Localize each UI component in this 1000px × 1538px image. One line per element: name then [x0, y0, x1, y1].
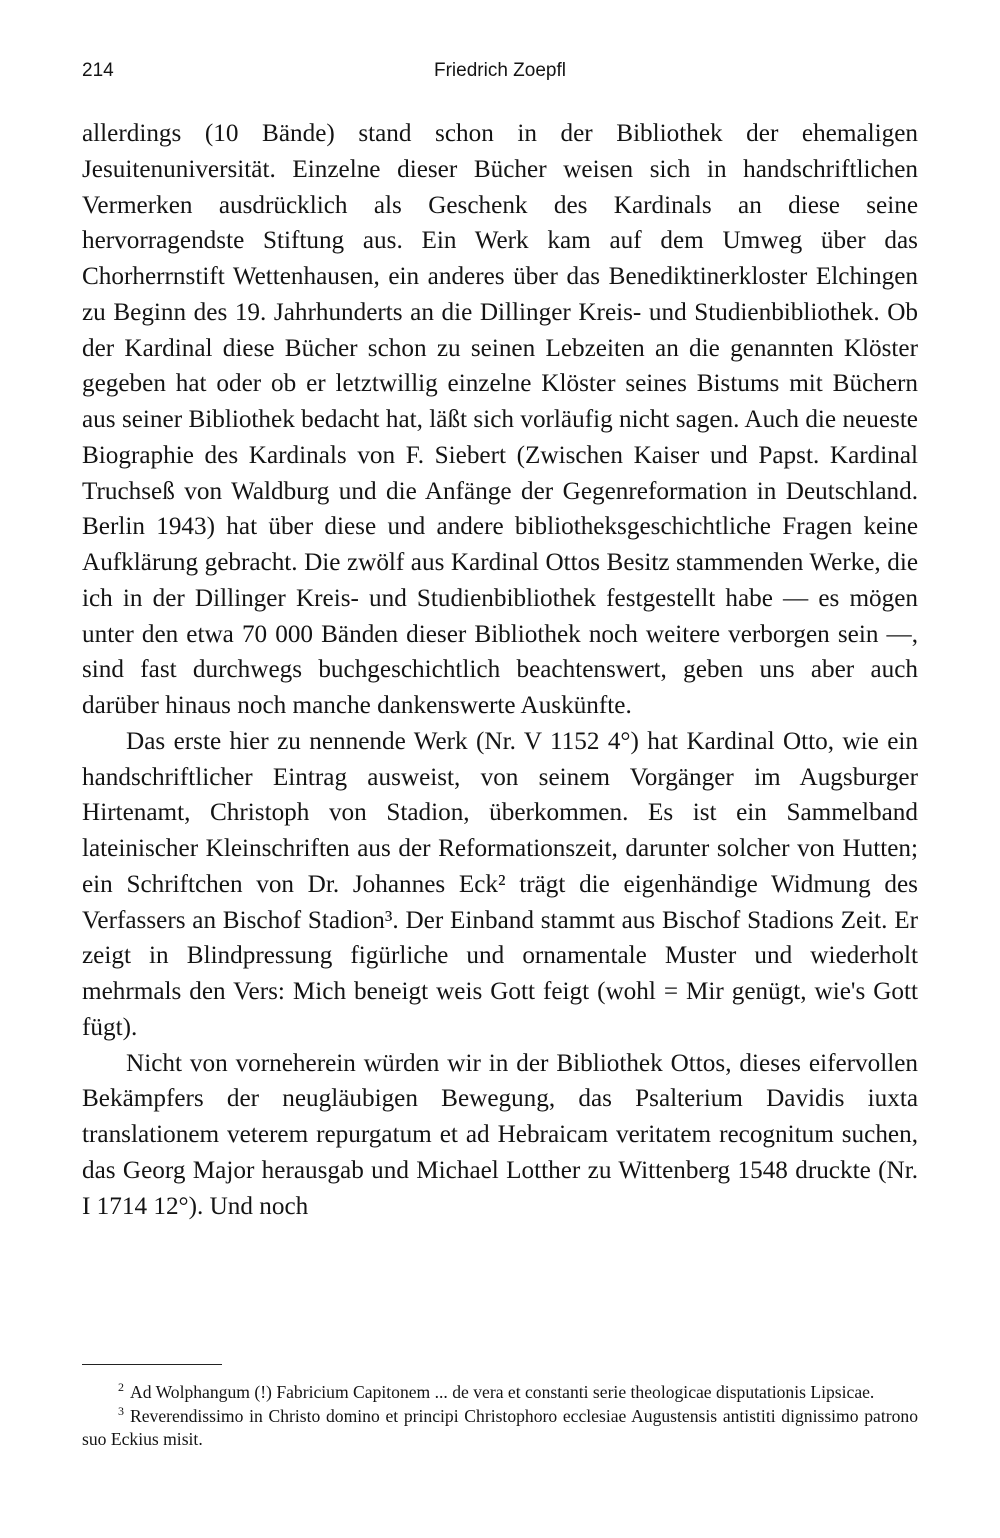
page-header — [82, 60, 918, 90]
paragraph-3: Nicht von vorneherein würden wir in der Bibliothek Ottos, dieses eifervollen Bekämpfers der neugläubigen Bewegung, das Psalterium Davidis iuxta translationem veterem repurgatum et ad Hebraicam veritatem recognitum suchen, das Georg Major herausgab und Michael Lotther zu Wittenberg 1548 druckte (Nr. I 1714 12°). Und noch — [82, 1049, 918, 1220]
footnote-3 — [82, 1405, 918, 1452]
main-text — [82, 116, 918, 1224]
footnote-text: Reverendissimo in Christo domino et principi Christophoro ecclesiae Augustensis antistiti dignissimo patrono suo Eckius misit. — [82, 1405, 918, 1449]
paragraph-2: Das erste hier zu nennende Werk (Nr. V 1152 4°) hat Kardinal Otto, wie ein handschriftlicher Eintrag ausweist, von seinem Vorgänger im Augsburger Hirtenamt, Christoph von Stadion, überkommen. Es ist ein Sammelband lateinischer Kleinschriften aus der Reformationszeit, darunter solcher von Hutten; ein Schriftchen von Dr. Johannes Eck² trägt die eigenhändige Widmung des Verfassers an Bischof Stadion³. Der Einband stammt aus Bischof Stadions Zeit. Er zeigt in Blindpressung figürliche und ornamentale Muster und wiederholt mehrmals den Vers: Mich beneigt weis Gott feigt (wohl = Mir genügt, wie's Gott fügt). — [82, 727, 918, 1041]
page-number: 214 — [82, 60, 114, 81]
footnote-divider — [82, 1364, 222, 1365]
footnote-text: Ad Wolphangum (!) Fabricium Capitonem ... de vera et constanti serie theologicae disputationis Lipsicae. — [130, 1382, 875, 1402]
book-page — [82, 0, 918, 1538]
running-title: Friedrich Zoepfl — [434, 60, 566, 81]
paragraph-1: allerdings (10 Bände) stand schon in der Bibliothek der ehemaligen Jesuitenuniversität. Einzelne dieser Bücher weisen sich in handschriftlichen Vermerken ausdrücklich als Geschenk des Kardinals an diese seine hervorragendste Stiftung aus. Ein Werk kam auf dem Umweg über das Chorherrnstift Wettenhausen, ein anderes über das Benediktinerkloster Elchingen zu Beginn des 19. Jahrhunderts an die Dillinger Kreis- und Studienbibliothek. Ob der Kardinal diese Bücher schon zu seinen Lebzeiten an die genannten Klöster gegeben hat oder ob er letztwillig einzelne Klöster seines Bistums mit Büchern aus seiner Bibliothek bedacht hat, läßt sich vorläufig nicht sagen. Auch die neueste Biographie des Kardinals von F. Siebert (Zwischen Kaiser und Papst. Kardinal Truchseß von Waldburg und die Anfänge der Gegenreformation in Deutschland. Berlin 1943) hat über diese und andere bibliotheksgeschichtliche Fragen keine Aufklärung gebracht. Die zwölf aus Kardinal Ottos Besitz stammenden Werke, die ich in der Dillinger Kreis- und Studienbibliothek festgestellt habe — es mögen unter den etwa 70 000 Bänden dieser Bibliothek noch weitere verborgen sein —, sind fast durchwegs buchgeschichtlich beachtenswert, geben uns aber auch darüber hinaus noch manche dankenswerte Auskünfte. — [82, 120, 918, 719]
footnote-2 — [82, 1381, 918, 1405]
footnotes — [82, 1381, 918, 1452]
footnote-marker: 2 — [118, 1380, 124, 1395]
footnote-marker: 3 — [118, 1403, 124, 1418]
